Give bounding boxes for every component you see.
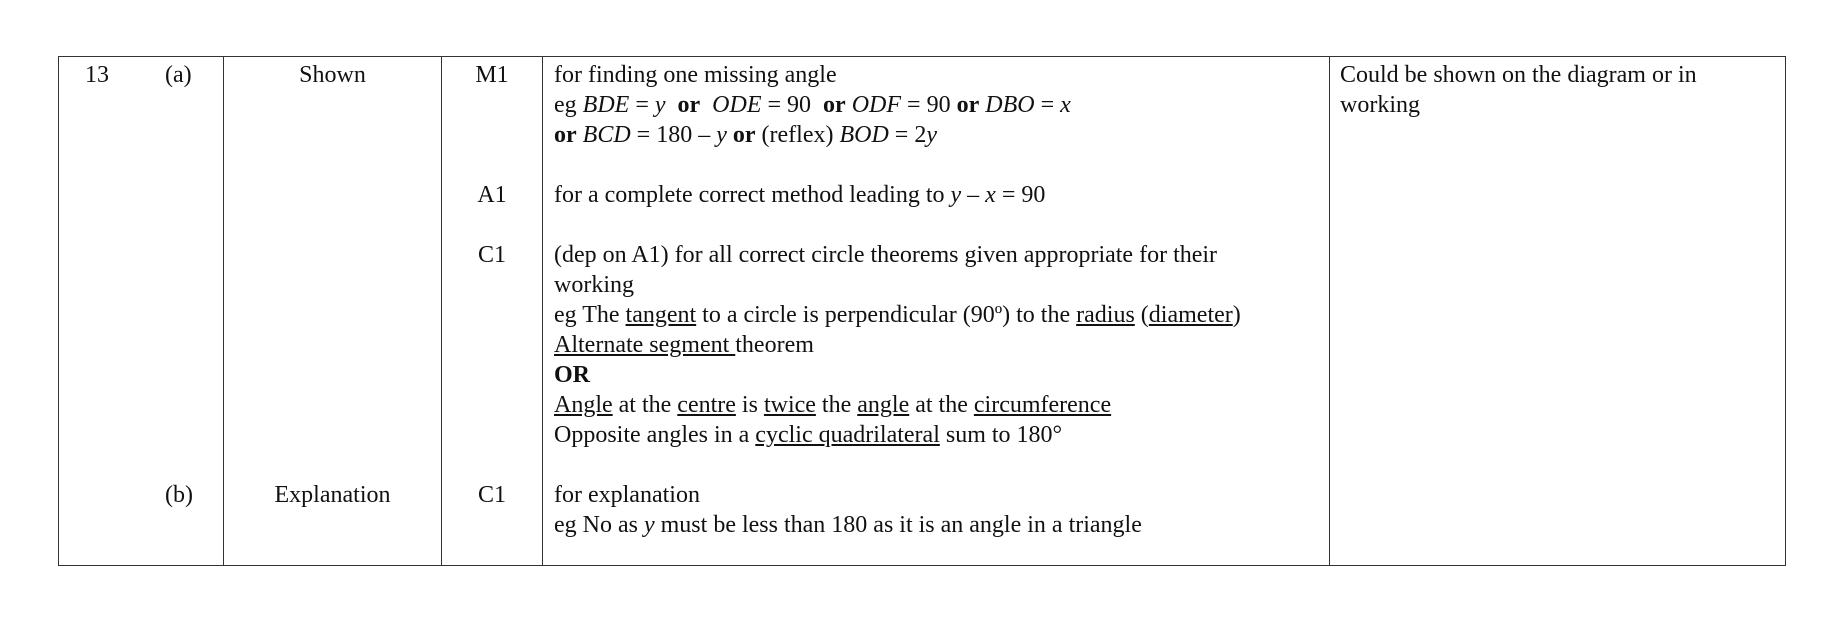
keyword-diameter: diameter <box>1148 302 1233 328</box>
keyword-centre: centre <box>677 392 736 418</box>
part-b-label: (b) <box>165 482 193 508</box>
angle-odf: ODF <box>851 92 902 118</box>
keyword-circumference: circumference <box>973 392 1112 418</box>
text: theorem <box>735 332 814 358</box>
text: = 2 <box>888 122 927 148</box>
m1-line2 <box>554 90 1071 120</box>
part-b-guidance <box>554 480 1142 540</box>
keyword-angle: angle <box>857 392 910 418</box>
text: eg The <box>554 302 626 328</box>
c1-line7 <box>554 420 1241 450</box>
text: sum to 180° <box>939 422 1063 448</box>
angle-bde: BDE <box>582 92 630 118</box>
text: must be less than 180 as it is an angle in a triangle <box>654 512 1142 538</box>
keyword-twice: twice <box>763 392 816 418</box>
text: at the <box>612 392 678 418</box>
angle-ode: ODE <box>712 92 762 118</box>
keyword-tangent: tangent <box>625 302 697 328</box>
text: = 180 – <box>630 122 717 148</box>
var-y: y <box>950 182 962 208</box>
keyword-radius: radius <box>1076 302 1135 328</box>
part-a-label: (a) <box>165 62 192 88</box>
c1-line4 <box>554 330 1241 360</box>
question-number: 13 <box>85 62 109 88</box>
c1-line3 <box>554 300 1241 330</box>
text: ) <box>1232 302 1241 328</box>
angle-dbo: DBO <box>985 92 1035 118</box>
text: (reflex) <box>755 122 840 148</box>
mark-code-m1: M1 <box>475 62 509 88</box>
var-y: y <box>716 122 727 148</box>
or-text: or <box>956 92 980 118</box>
or-text: or <box>554 122 577 148</box>
or-text: or <box>732 122 756 148</box>
text: = <box>629 92 655 118</box>
additional-guidance <box>1340 60 1697 120</box>
angle-bcd: BCD <box>582 122 631 148</box>
var-y: y <box>926 122 937 148</box>
mark-code-c1: C1 <box>477 242 506 268</box>
text: for a complete correct method leading to <box>554 182 951 208</box>
m1-line3 <box>554 120 1071 150</box>
part-b-line2 <box>554 510 1142 540</box>
var-y: y <box>643 512 655 538</box>
notes-line2: working <box>1340 92 1420 118</box>
mark-scheme-table <box>58 56 1786 566</box>
text: at the <box>909 392 974 418</box>
text: the <box>815 392 858 418</box>
keyword-alternate-segment: Alternate segment <box>554 332 736 358</box>
keyword-angle: Angle <box>554 392 613 418</box>
var-y: y <box>654 92 666 118</box>
text: – <box>961 182 986 208</box>
part-b-answer: Explanation <box>274 482 391 508</box>
m1-guidance <box>554 60 1071 150</box>
text: = 90 <box>901 92 957 118</box>
or-text: or <box>677 92 701 118</box>
c1-line2: working <box>554 272 634 298</box>
text: = 90 <box>995 182 1046 208</box>
text: eg <box>554 92 583 118</box>
m1-line1: for finding one missing angle <box>554 62 837 88</box>
text: is <box>735 392 764 418</box>
column-divider <box>1329 57 1330 565</box>
c1-or: OR <box>554 362 590 388</box>
keyword-cyclic-quadrilateral: cyclic quadrilateral <box>755 422 940 448</box>
text: Opposite angles in a <box>554 422 756 448</box>
a1-guidance <box>554 180 1045 210</box>
mark-code-a1: A1 <box>477 182 507 208</box>
column-divider <box>542 57 543 565</box>
text: to a circle is perpendicular (90º) to the <box>696 302 1077 328</box>
var-x: x <box>1060 92 1071 118</box>
part-a-answer: Shown <box>299 62 366 88</box>
c1-guidance <box>554 240 1241 450</box>
var-x: x <box>985 182 996 208</box>
angle-bod: BOD <box>839 122 889 148</box>
notes-line1: Could be shown on the diagram or in <box>1340 62 1697 88</box>
text: = <box>1034 92 1061 118</box>
mark-code-c1-b: C1 <box>477 482 506 508</box>
c1-line6 <box>554 390 1241 420</box>
text: eg No as <box>554 512 644 538</box>
text: ( <box>1134 302 1149 328</box>
text: = 90 <box>761 92 818 118</box>
or-text: or <box>823 92 846 118</box>
c1-line1: (dep on A1) for all correct circle theorems given appropriate for their <box>554 242 1218 268</box>
part-b-line1: for explanation <box>554 482 700 508</box>
